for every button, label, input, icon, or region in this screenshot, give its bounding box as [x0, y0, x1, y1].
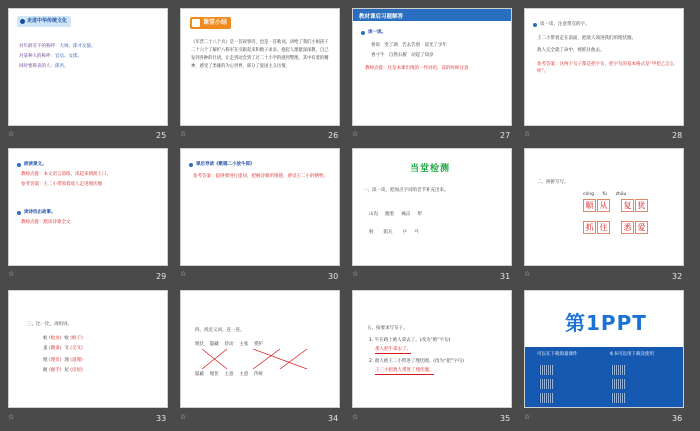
- word: 埋伏: [195, 342, 204, 347]
- slide-35[interactable]: [352, 290, 512, 408]
- hint-text: 这两个句子都是把字句，把字句的基本格式是“甲把乙怎么样”。: [537, 62, 675, 74]
- hint-line: 教师点拨：本文语言简练，读起来朗朗上口。: [21, 172, 111, 177]
- item-answer: 那人把牛拿去了。: [375, 347, 411, 352]
- word: 将说: [371, 43, 380, 48]
- summary-text: 《军营二十八个兵》是一首叙事诗，也是一首歌词。讲给了我们小姐孩子二十六个了解护八称军在引跟起来和数子求多。抱起人理建深深教，自己发到各种的壮请，让走到动会到了过二十小学的感到警理。其中有着的精神，感受了类雄的为心世界，部分了爱国主义历情。: [191, 40, 329, 69]
- slide-number: 31: [500, 272, 511, 281]
- word: 射: [369, 230, 374, 235]
- hint-line: 参考答案：王二小带领着敌人走进埋伏圈: [21, 182, 102, 187]
- hint-label: 参考答案：: [537, 62, 560, 67]
- slide-number: 25: [156, 131, 167, 140]
- pinyin: cóng: [583, 192, 594, 197]
- word: 犁: [417, 212, 422, 217]
- char: 理: [64, 358, 69, 363]
- answer: (蚊虫): [48, 336, 62, 341]
- hanzi-box: 复: [621, 199, 634, 212]
- star-icon[interactable]: ☆: [180, 413, 187, 421]
- task-line: 读诗找出故事。: [24, 210, 56, 215]
- word: 隐蔽: [195, 372, 204, 377]
- hanzi-box: 悉: [621, 221, 634, 234]
- word: 山沟: [369, 212, 378, 217]
- match-lines: [197, 349, 327, 369]
- slide-number: 34: [328, 414, 339, 423]
- star-icon[interactable]: ☆: [524, 130, 531, 138]
- hint-label: 教师点拨：: [365, 66, 388, 71]
- word: 告去告别: [402, 43, 421, 48]
- answer: (握手): [48, 368, 62, 373]
- star-icon[interactable]: ☆: [8, 130, 15, 138]
- hanzi-box: 爱: [635, 221, 648, 234]
- answer: (跳蚤): [48, 346, 62, 351]
- slide-30[interactable]: [180, 148, 340, 266]
- char: 蚊: [43, 336, 48, 341]
- item-text: 1. 牛在路上被人拿去了。(改为“被”字句): [369, 338, 451, 343]
- line-label: 回时要称表的人：: [19, 64, 55, 69]
- word: 变了调: [384, 43, 398, 48]
- pinyin: fù: [602, 192, 607, 197]
- qr-icon: [611, 393, 625, 403]
- question-text: 四、找近义词，连一连。: [195, 328, 245, 333]
- brand-logo: 第1PPT: [565, 311, 647, 335]
- char: 埋: [43, 358, 48, 363]
- slide-number: 27: [500, 131, 511, 140]
- word: 主意: [224, 372, 234, 377]
- answer: (埋伏): [48, 358, 62, 363]
- slide-number: 26: [328, 131, 339, 140]
- slide-26[interactable]: [180, 8, 340, 126]
- word: 侍动: [224, 342, 234, 347]
- word: 自然石板: [388, 53, 407, 58]
- hanzi-box: 住: [597, 221, 610, 234]
- char: 握: [43, 368, 48, 373]
- item-text: 2. 敌人被王二小带进了埋伏圈。(改为“把”字句): [369, 359, 464, 364]
- bullet-icon: [361, 31, 365, 35]
- body-line: 王二小带着走在前面，把敌人领进我们的埋伏圈。: [537, 36, 636, 41]
- word: 主意: [239, 372, 249, 377]
- star-icon[interactable]: ☆: [352, 130, 359, 138]
- word: 愛护: [253, 342, 263, 347]
- slide-number: 30: [328, 272, 339, 281]
- tagline: 可以在下载海量课件: [537, 352, 578, 357]
- task-line: 朗读课文。: [24, 162, 47, 167]
- bullet-icon: [533, 23, 537, 27]
- word: 主张: [239, 342, 249, 347]
- bullet-icon: [17, 211, 21, 215]
- word: 乒: [402, 230, 408, 235]
- star-icon[interactable]: ☆: [524, 270, 531, 278]
- qr-icon: [539, 365, 553, 375]
- slide-32[interactable]: [524, 148, 684, 266]
- answer: (房屋): [70, 368, 83, 373]
- star-icon[interactable]: ☆: [8, 270, 15, 278]
- char: 叉: [64, 346, 69, 351]
- qr-icon: [539, 379, 553, 389]
- pinyin: zhōu: [615, 192, 627, 197]
- word: 读光了少年: [424, 43, 447, 48]
- word: 乓: [414, 230, 419, 235]
- slide-27[interactable]: [352, 8, 512, 126]
- star-icon[interactable]: ☆: [180, 270, 187, 278]
- line-value: 大帅、郎才女貌。: [59, 44, 96, 49]
- section-header: 走进中华传统文化: [17, 16, 71, 27]
- hint-text: 这是本课出现的一些词语，读的时候注意: [387, 66, 469, 71]
- star-icon[interactable]: ☆: [8, 413, 15, 421]
- slide-number: 33: [156, 414, 167, 423]
- question-text: 二、拼拼写写。: [537, 180, 569, 185]
- word: 香寸牛: [371, 53, 385, 58]
- star-icon[interactable]: ☆: [180, 130, 187, 138]
- slide-34[interactable]: [180, 290, 340, 408]
- answer: (道理): [70, 358, 83, 363]
- hanzi-box: 顺: [583, 199, 596, 212]
- question-title: 读一读，注意带点的字。: [540, 22, 590, 27]
- slide-number: 36: [672, 414, 683, 423]
- question-title: 读一读。: [368, 30, 386, 35]
- qr-icon: [611, 365, 625, 375]
- hanzi-box: 犹: [635, 199, 648, 212]
- bullet-icon: [189, 163, 193, 167]
- qr-icon: [539, 393, 553, 403]
- item-answer: 王二小把敌人带进了埋伏圈。: [375, 368, 434, 373]
- band-title: 教材课后习题解答: [359, 14, 404, 20]
- star-icon[interactable]: ☆: [352, 413, 359, 421]
- line-label: 对某种人的称呼：: [19, 54, 55, 59]
- question-text: 五、按要求写句子。: [367, 326, 408, 331]
- answer: (蚊子): [70, 336, 83, 341]
- char: 蚊: [64, 336, 69, 341]
- slide-28[interactable]: [524, 8, 684, 126]
- slide-number: 29: [156, 272, 167, 281]
- hanzi-box: 从: [597, 199, 610, 212]
- answer: (交叉): [70, 346, 83, 351]
- word: 陷瓦: [383, 230, 393, 235]
- word: 跑着: [385, 212, 395, 217]
- hanzi-box: 抓: [583, 221, 596, 234]
- summary-badge: 课堂小结: [190, 17, 231, 29]
- hint-text: 提供要进行提问，把握诗歌的情感，感受王二小的牺牲。: [215, 174, 328, 179]
- word: 动起了知岁: [411, 53, 434, 58]
- question-text: 三、比一比，再组词。: [27, 322, 72, 327]
- body-line: 敌人完全就了命中，被抓住他去。: [537, 48, 605, 53]
- slide-29[interactable]: [8, 148, 168, 266]
- bullet-icon: [17, 163, 21, 167]
- word: 埋伏: [209, 372, 219, 377]
- word: 传统: [253, 372, 263, 377]
- slide-number: 28: [672, 131, 683, 140]
- slide-number: 35: [500, 414, 511, 423]
- hint-label: 参考答案：: [193, 174, 216, 179]
- line-label: 对年龄差不的称呼：: [19, 44, 60, 49]
- question-title: 课后导读《歌唱二小放牛郎》: [196, 162, 255, 167]
- slide-25[interactable]: [8, 8, 168, 126]
- qr-icon: [611, 379, 625, 389]
- word: 痛击: [401, 212, 411, 217]
- line-value: 郎君。: [55, 64, 69, 69]
- star-icon[interactable]: ☆: [352, 270, 359, 278]
- word: 隐藏: [209, 342, 219, 347]
- hint-line: 教师点拨：默读诗歌全文: [21, 220, 71, 225]
- question-text: 一、读一读，把加点字词的音节补充出来。: [363, 188, 449, 193]
- char: 屋: [64, 368, 69, 373]
- line-value: 官员、女郎。: [55, 54, 82, 59]
- slide-31[interactable]: [352, 148, 512, 266]
- slide-number: 32: [672, 272, 683, 281]
- star-icon[interactable]: ☆: [524, 413, 531, 421]
- tagline: 本书可以用下载及使用: [609, 352, 654, 357]
- banner-title: 当堂检测: [410, 164, 451, 174]
- slide-36[interactable]: [524, 290, 684, 408]
- slide-33[interactable]: [8, 290, 168, 408]
- char: 蚤: [43, 346, 48, 351]
